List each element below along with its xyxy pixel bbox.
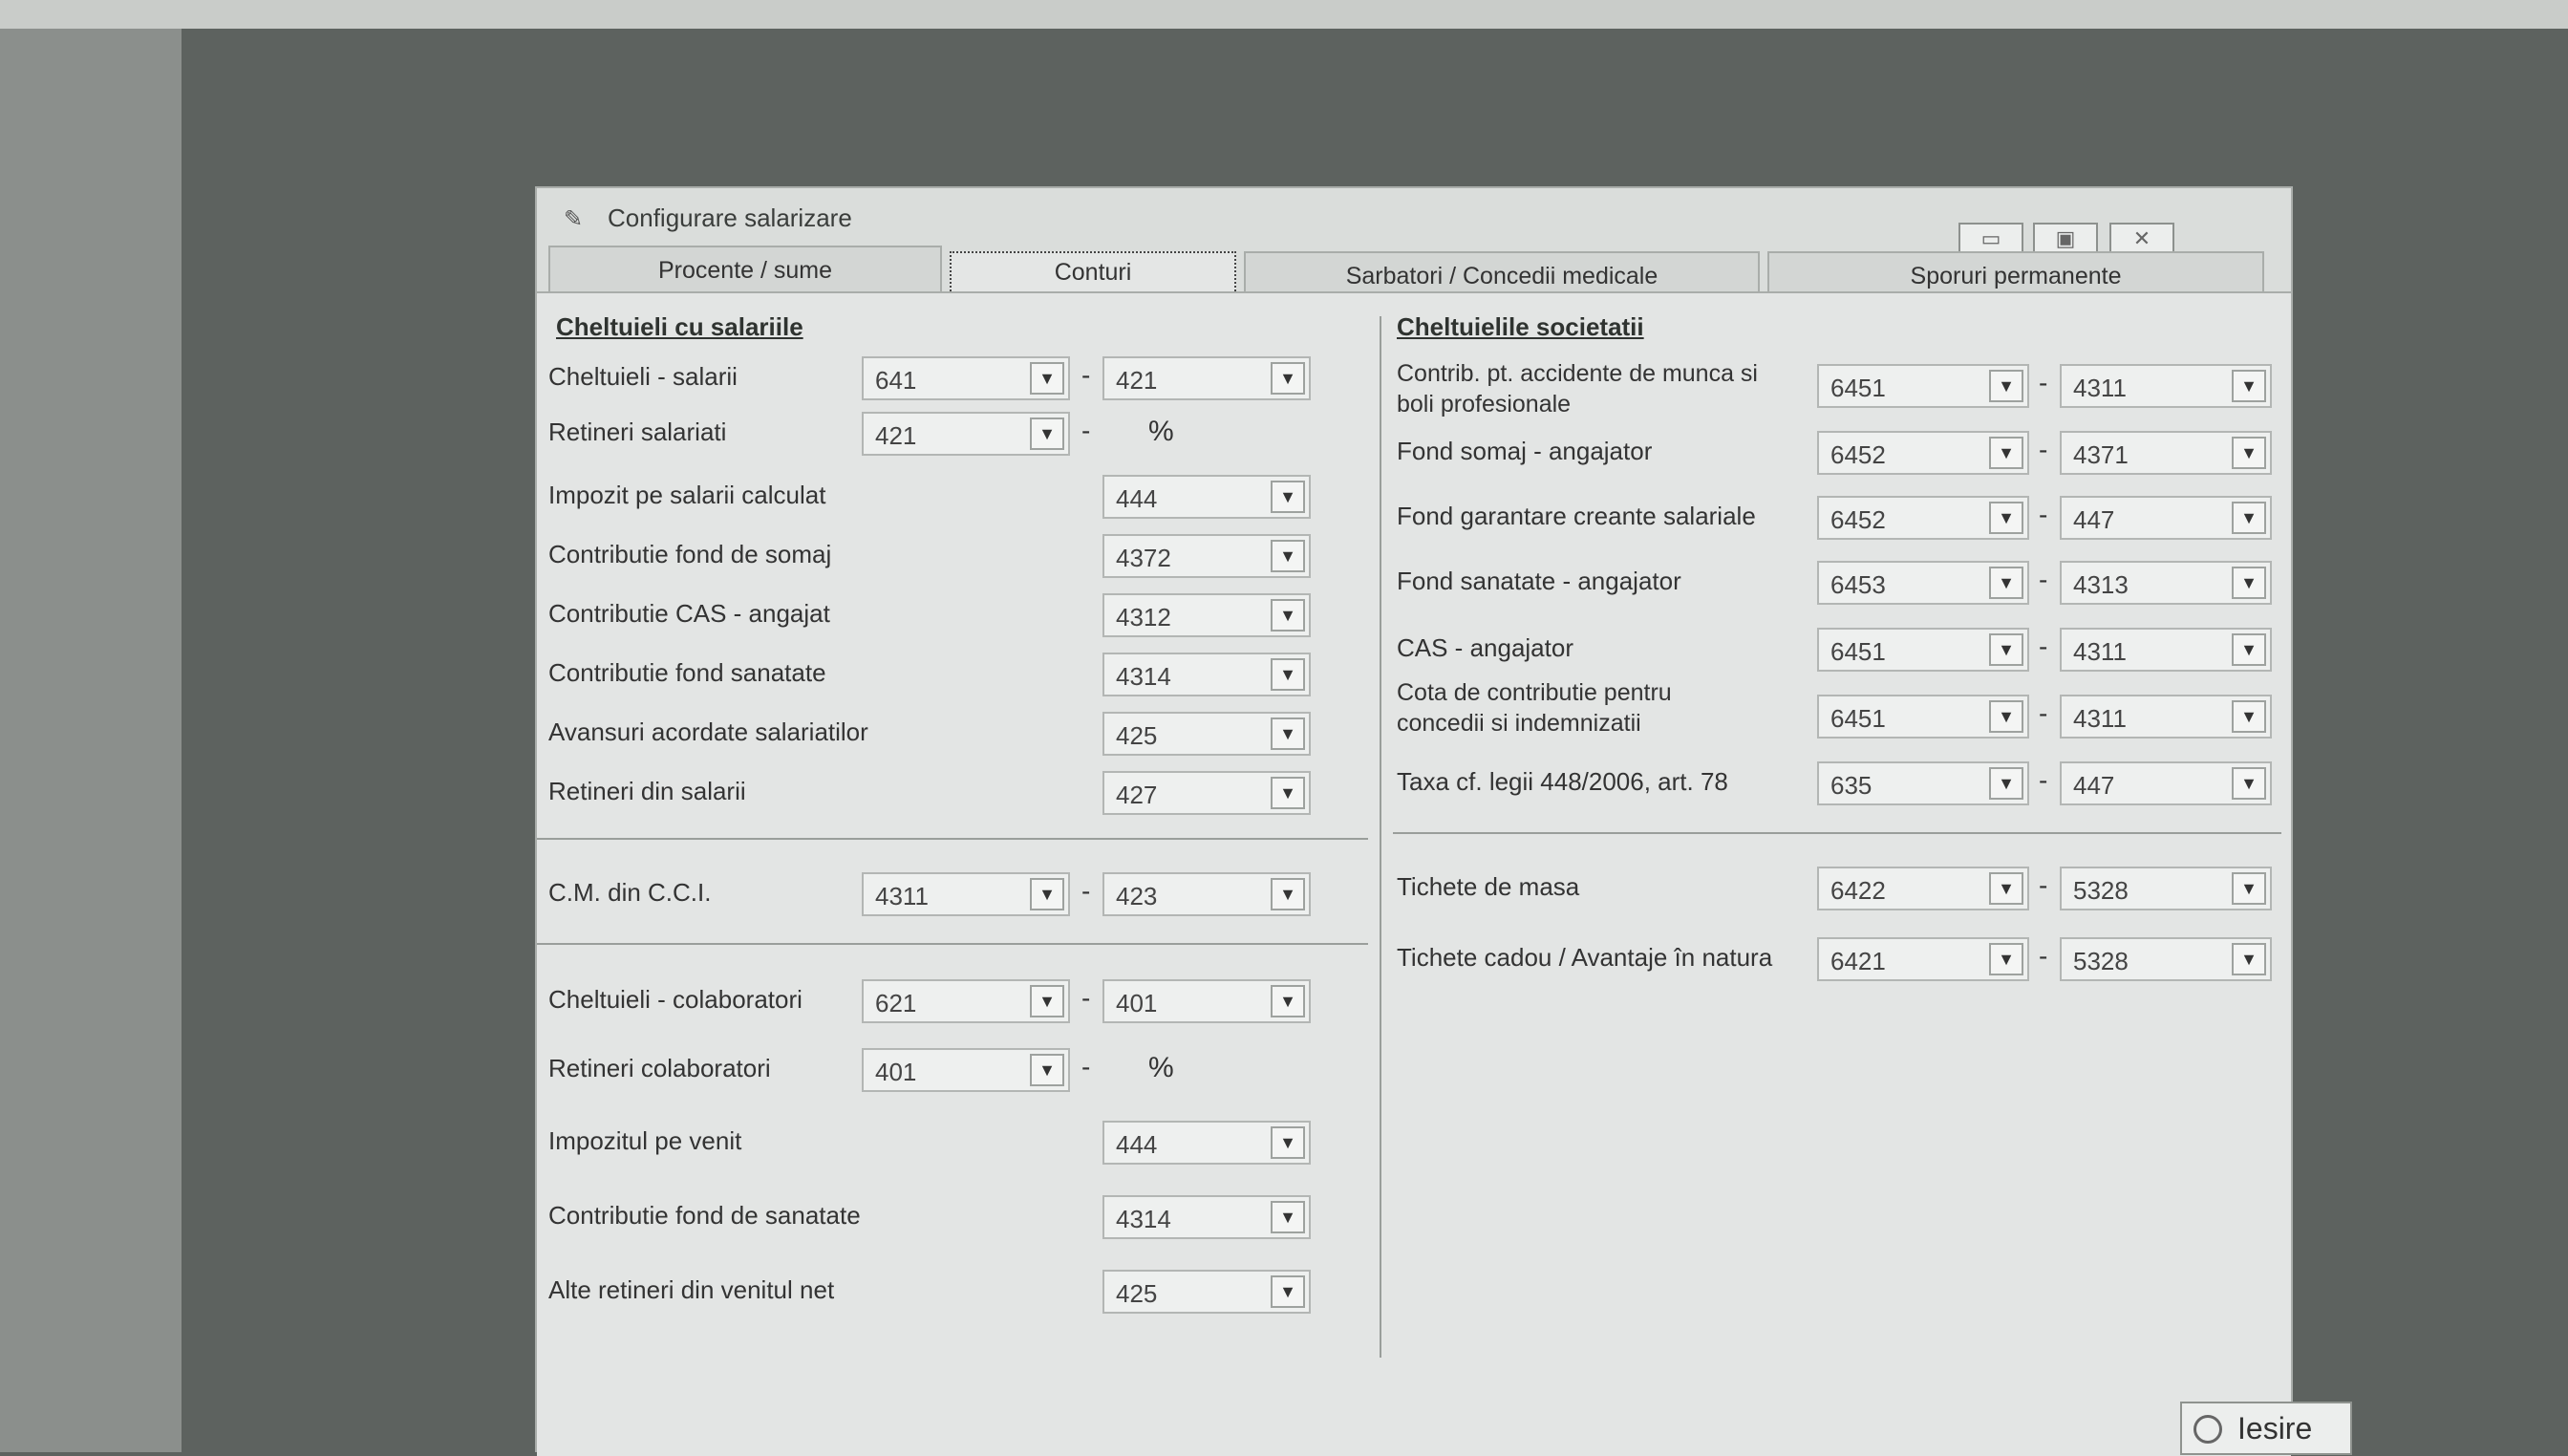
chevron-down-icon[interactable]: ▼ xyxy=(1030,1054,1064,1086)
backdrop-top xyxy=(0,0,2568,29)
combo-tichete-masa-credit[interactable] xyxy=(2060,867,2272,910)
chevron-down-icon[interactable]: ▼ xyxy=(1030,985,1064,1017)
divider xyxy=(537,838,1368,840)
section-title-cheltuielile-societatii: Cheltuielile societatii xyxy=(1397,312,1644,341)
chevron-down-icon[interactable]: ▼ xyxy=(1989,767,2023,800)
combo-value: 5328 xyxy=(2073,876,2129,905)
combo-value: 6451 xyxy=(1830,637,1886,666)
dash-separator: - xyxy=(2039,698,2048,728)
combo-value: 4311 xyxy=(2073,637,2127,666)
chevron-down-icon[interactable]: ▼ xyxy=(1271,1201,1305,1233)
chevron-down-icon[interactable]: ▼ xyxy=(1989,502,2023,534)
combo-value: 6452 xyxy=(1830,505,1886,534)
combo-value: 4311 xyxy=(875,882,929,910)
chevron-down-icon[interactable]: ▼ xyxy=(1271,985,1305,1017)
chevron-down-icon[interactable]: ▼ xyxy=(1271,481,1305,513)
label-cota-contributie-1: Cota de contributie pentru xyxy=(1397,679,1672,706)
combo-contributie-cas[interactable] xyxy=(1102,593,1311,637)
chevron-down-icon[interactable]: ▼ xyxy=(2232,872,2266,905)
combo-cheltuieli-colaboratori-credit[interactable] xyxy=(1102,979,1311,1023)
combo-contrib-accidente-debit[interactable] xyxy=(1817,364,2029,408)
dash-separator: - xyxy=(2039,500,2048,529)
label-alte-retineri: Alte retineri din venitul net xyxy=(548,1275,835,1304)
combo-value: 425 xyxy=(1116,1279,1158,1308)
dash-separator: - xyxy=(2039,565,2048,594)
label-contributie-cas: Contributie CAS - angajat xyxy=(548,599,830,628)
chevron-down-icon[interactable]: ▼ xyxy=(2232,767,2266,800)
chevron-down-icon[interactable]: ▼ xyxy=(1271,1126,1305,1159)
combo-value: 5328 xyxy=(2073,947,2129,975)
chevron-down-icon[interactable]: ▼ xyxy=(1271,717,1305,750)
dash-separator: - xyxy=(2039,368,2048,397)
combo-value: 421 xyxy=(1116,366,1158,395)
combo-contributie-fond-sanatate[interactable] xyxy=(1102,1195,1311,1239)
combo-contributie-sanatate[interactable] xyxy=(1102,653,1311,696)
combo-value: 444 xyxy=(1116,1130,1158,1159)
chevron-down-icon[interactable]: ▼ xyxy=(2232,567,2266,599)
label-contributie-fond-sanatate: Contributie fond de sanatate xyxy=(548,1201,861,1230)
label-impozit-salarii: Impozit pe salarii calculat xyxy=(548,481,826,509)
label-contributie-sanatate: Contributie fond sanatate xyxy=(548,658,826,687)
label-cota-contributie-2: concedii si indemnizatii xyxy=(1397,710,1641,737)
chevron-down-icon[interactable]: ▼ xyxy=(1271,362,1305,395)
combo-value: 4314 xyxy=(1116,662,1171,691)
divider xyxy=(1393,832,2281,834)
combo-fond-garantare-credit[interactable] xyxy=(2060,496,2272,540)
dash-separator: - xyxy=(1081,983,1091,1013)
combo-value: 6451 xyxy=(1830,704,1886,733)
label-cm-cci: C.M. din C.C.I. xyxy=(548,878,712,907)
tab-sporuri-permanente[interactable]: Sporuri permanente xyxy=(1767,251,2264,301)
combo-cota-contributie-debit[interactable] xyxy=(1817,695,2029,739)
combo-value: 6452 xyxy=(1830,440,1886,469)
close-button[interactable]: ✕ xyxy=(2109,223,2174,257)
combo-cheltuieli-salarii-credit[interactable] xyxy=(1102,356,1311,400)
chevron-down-icon[interactable]: ▼ xyxy=(1989,567,2023,599)
label-tichete-cadou: Tichete cadou / Avantaje în natura xyxy=(1397,943,1773,972)
combo-value: 423 xyxy=(1116,882,1158,910)
combo-value: 4372 xyxy=(1116,544,1171,572)
combo-tichete-masa-debit[interactable] xyxy=(1817,867,2029,910)
combo-value: 4311 xyxy=(2073,704,2127,733)
label-avansuri: Avansuri acordate salariatilor xyxy=(548,717,868,746)
chevron-down-icon[interactable]: ▼ xyxy=(1271,777,1305,809)
combo-value: 427 xyxy=(1116,781,1158,809)
tab-conturi[interactable]: Conturi xyxy=(950,251,1236,295)
combo-retineri-colaboratori-debit[interactable] xyxy=(862,1048,1070,1092)
percent-sign: % xyxy=(1148,416,1174,447)
label-retineri-salariati: Retineri salariati xyxy=(548,418,727,446)
combo-cheltuieli-salarii-debit[interactable] xyxy=(862,356,1070,400)
combo-value: 4312 xyxy=(1116,603,1171,632)
label-retineri-salarii: Retineri din salarii xyxy=(548,777,746,805)
combo-value: 6421 xyxy=(1830,947,1886,975)
label-fond-sanatate-angajator: Fond sanatate - angajator xyxy=(1397,567,1681,595)
chevron-down-icon[interactable]: ▼ xyxy=(1989,437,2023,469)
label-cheltuieli-colaboratori: Cheltuieli - colaboratori xyxy=(548,985,802,1014)
combo-impozit-salarii[interactable] xyxy=(1102,475,1311,519)
combo-fond-somaj-debit[interactable] xyxy=(1817,431,2029,475)
maximize-button[interactable]: ▣ xyxy=(2033,223,2098,257)
percent-sign: % xyxy=(1148,1052,1174,1083)
chevron-down-icon[interactable]: ▼ xyxy=(1271,878,1305,910)
dash-separator: - xyxy=(2039,870,2048,900)
combo-value: 447 xyxy=(2073,771,2115,800)
chevron-down-icon[interactable]: ▼ xyxy=(1271,540,1305,572)
combo-retineri-salariati-debit[interactable] xyxy=(862,412,1070,456)
chevron-down-icon[interactable]: ▼ xyxy=(1989,943,2023,975)
section-title-cheltuieli-salariile: Cheltuieli cu salariile xyxy=(556,312,803,341)
dash-separator: - xyxy=(1081,876,1091,906)
label-contrib-accidente-2: boli profesionale xyxy=(1397,391,1572,418)
app-icon: ✎ xyxy=(564,206,584,232)
combo-value: 401 xyxy=(875,1058,917,1086)
divider xyxy=(537,943,1368,945)
combo-tichete-cadou-debit[interactable] xyxy=(1817,937,2029,981)
combo-cota-contributie-credit[interactable] xyxy=(2060,695,2272,739)
chevron-down-icon[interactable]: ▼ xyxy=(2232,437,2266,469)
dash-separator: - xyxy=(2039,632,2048,661)
dash-separator: - xyxy=(1081,360,1091,390)
title-bar[interactable] xyxy=(537,188,2291,250)
label-fond-somaj-angajator: Fond somaj - angajator xyxy=(1397,437,1653,465)
combo-impozit-venit[interactable] xyxy=(1102,1121,1311,1165)
combo-value: 621 xyxy=(875,989,917,1017)
label-retineri-colaboratori: Retineri colaboratori xyxy=(548,1054,771,1082)
combo-value: 447 xyxy=(2073,505,2115,534)
combo-value: 4311 xyxy=(2073,374,2127,402)
chevron-down-icon[interactable]: ▼ xyxy=(1989,872,2023,905)
config-window xyxy=(535,186,2313,1452)
chevron-down-icon[interactable]: ▼ xyxy=(1030,878,1064,910)
dash-separator: - xyxy=(2039,941,2048,971)
combo-cheltuieli-colaboratori-debit[interactable] xyxy=(862,979,1070,1023)
combo-contributie-somaj[interactable] xyxy=(1102,534,1311,578)
chevron-down-icon[interactable]: ▼ xyxy=(2232,700,2266,733)
chevron-down-icon[interactable]: ▼ xyxy=(1030,418,1064,450)
chevron-down-icon[interactable]: ▼ xyxy=(1030,362,1064,395)
combo-value: 635 xyxy=(1830,771,1872,800)
combo-cm-cci-debit[interactable] xyxy=(862,872,1070,916)
tab-procente-sume[interactable]: Procente / sume xyxy=(548,246,942,295)
combo-avansuri[interactable] xyxy=(1102,712,1311,756)
combo-cas-angajator-debit[interactable] xyxy=(1817,628,2029,672)
combo-value: 4371 xyxy=(2073,440,2129,469)
combo-fond-garantare-debit[interactable] xyxy=(1817,496,2029,540)
tab-panel-conturi xyxy=(537,291,2291,1456)
backdrop-left xyxy=(0,29,182,1452)
combo-value: 6422 xyxy=(1830,876,1886,905)
label-fond-garantare: Fond garantare creante salariale xyxy=(1397,502,1756,530)
combo-taxa-legii-credit[interactable] xyxy=(2060,761,2272,805)
combo-cas-angajator-credit[interactable] xyxy=(2060,628,2272,672)
chevron-down-icon[interactable]: ▼ xyxy=(2232,943,2266,975)
chevron-down-icon[interactable]: ▼ xyxy=(1989,370,2023,402)
chevron-down-icon[interactable]: ▼ xyxy=(2232,370,2266,402)
combo-value: 444 xyxy=(1116,484,1158,513)
combo-fond-sanatate-credit[interactable] xyxy=(2060,561,2272,605)
combo-alte-retineri[interactable] xyxy=(1102,1270,1311,1314)
window-title: Configurare salarizare xyxy=(608,203,852,232)
label-contrib-accidente-1: Contrib. pt. accidente de munca si xyxy=(1397,360,1758,387)
combo-value: 401 xyxy=(1116,989,1158,1017)
combo-value: 4314 xyxy=(1116,1205,1171,1233)
combo-taxa-legii-debit[interactable] xyxy=(1817,761,2029,805)
combo-fond-somaj-credit[interactable] xyxy=(2060,431,2272,475)
label-cas-angajator: CAS - angajator xyxy=(1397,633,1573,662)
combo-fond-sanatate-debit[interactable] xyxy=(1817,561,2029,605)
combo-value: 421 xyxy=(875,421,917,450)
combo-value: 6453 xyxy=(1830,570,1886,599)
label-cheltuieli-salarii: Cheltuieli - salarii xyxy=(548,362,738,391)
chevron-down-icon[interactable]: ▼ xyxy=(1989,633,2023,666)
minimize-button[interactable]: ▭ xyxy=(1958,223,2023,257)
label-contributie-somaj: Contributie fond de somaj xyxy=(548,540,832,568)
combo-value: 4313 xyxy=(2073,570,2129,599)
combo-value: 641 xyxy=(875,366,917,395)
chevron-down-icon[interactable]: ▼ xyxy=(1271,658,1305,691)
label-tichete-masa: Tichete de masa xyxy=(1397,872,1580,901)
column-divider xyxy=(1380,316,1381,1358)
tab-sarbatori-concedii[interactable]: Sarbatori / Concedii medicale xyxy=(1244,251,1760,301)
combo-value: 425 xyxy=(1116,721,1158,750)
exit-button-label: Iesire xyxy=(2237,1411,2313,1445)
label-taxa-legii: Taxa cf. legii 448/2006, art. 78 xyxy=(1397,767,1728,796)
chevron-down-icon[interactable]: ▼ xyxy=(1271,1275,1305,1308)
power-icon xyxy=(2194,1415,2222,1444)
chevron-down-icon[interactable]: ▼ xyxy=(1989,700,2023,733)
chevron-down-icon[interactable]: ▼ xyxy=(2232,502,2266,534)
label-impozit-venit: Impozitul pe venit xyxy=(548,1126,742,1155)
dash-separator: - xyxy=(2039,765,2048,795)
dash-separator: - xyxy=(2039,435,2048,464)
combo-cm-cci-credit[interactable] xyxy=(1102,872,1311,916)
dash-separator: - xyxy=(1081,1052,1091,1081)
chevron-down-icon[interactable]: ▼ xyxy=(2232,633,2266,666)
combo-contrib-accidente-credit[interactable] xyxy=(2060,364,2272,408)
exit-button[interactable] xyxy=(2180,1402,2352,1455)
chevron-down-icon[interactable]: ▼ xyxy=(1271,599,1305,632)
combo-retineri-salarii[interactable] xyxy=(1102,771,1311,815)
combo-value: 6451 xyxy=(1830,374,1886,402)
dash-separator: - xyxy=(1081,416,1091,445)
combo-tichete-cadou-credit[interactable] xyxy=(2060,937,2272,981)
